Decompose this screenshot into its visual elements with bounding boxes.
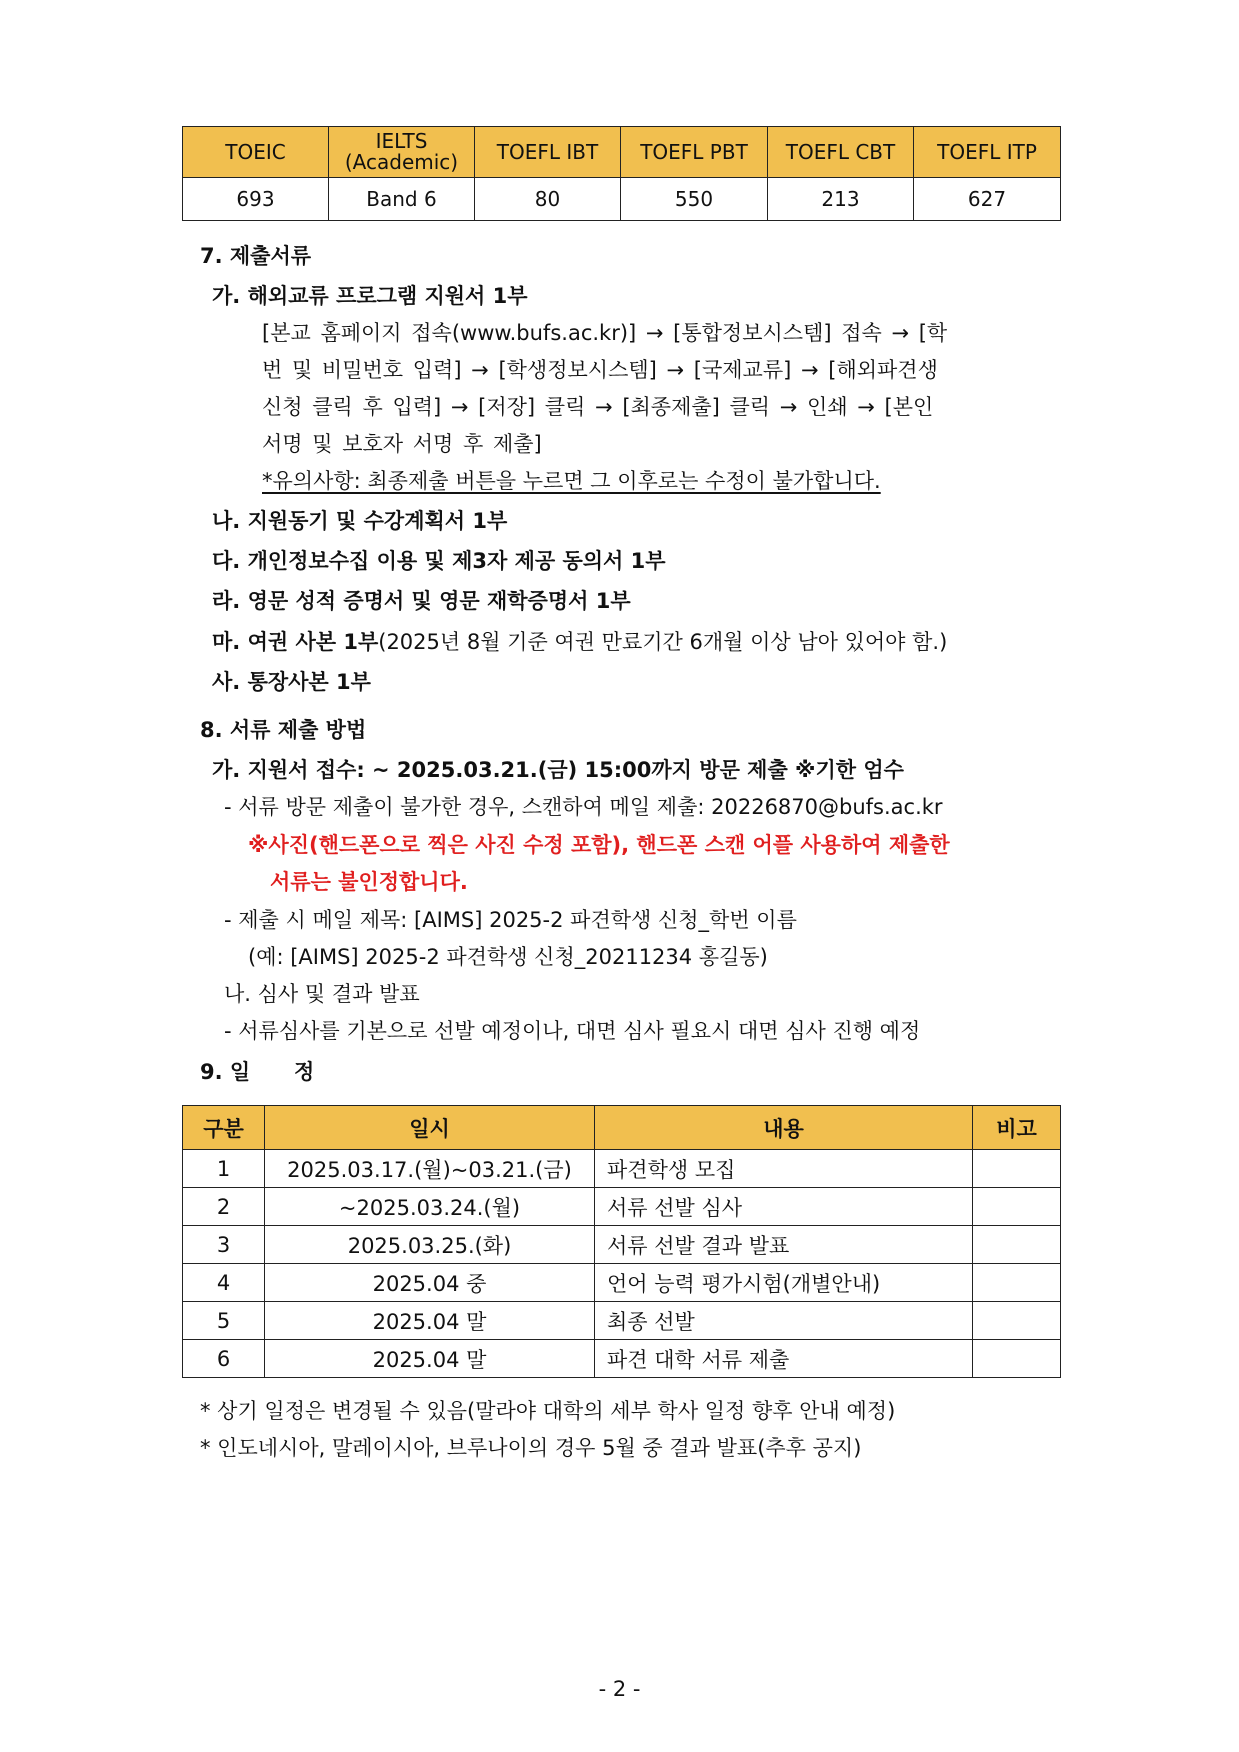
score-value-toefl-pbt: 550 — [621, 178, 768, 221]
section7-a-line-4: 서명 및 보호자 서명 후 제출] — [262, 432, 542, 456]
schedule-footnote-1: * 상기 일정은 변경될 수 있음(말라야 대학의 세부 학사 일정 향후 안내 예정) — [200, 1399, 896, 1423]
score-header-ielts-line1: IELTS — [375, 129, 428, 153]
section7-a-line-3: 신청 클릭 후 입력] → [저장] 클릭 → [최종제출] 클릭 → 인쇄 → [본인 — [262, 395, 934, 419]
section7-d: 라. 영문 성적 증명서 및 영문 재학증명서 1부 — [212, 589, 631, 613]
section8-title: 8. 서류 제출 방법 — [200, 718, 367, 742]
schedule-date: 2025.04 중 — [265, 1264, 595, 1302]
score-value-toefl-itp: 627 — [914, 178, 1061, 221]
score-header-ielts — [329, 127, 475, 178]
section9-title: 9. 일 정 — [200, 1060, 315, 1084]
score-header-toefl-itp: TOEFL ITP — [914, 127, 1061, 178]
section8-warning-1: ※사진(핸드폰으로 찍은 사진 수정 포함), 핸드폰 스캔 어플 사용하여 제출한 — [248, 833, 950, 857]
schedule-row — [183, 1264, 1061, 1302]
schedule-date: ~2025.03.24.(월) — [265, 1188, 595, 1226]
score-value-toefl-cbt: 213 — [768, 178, 914, 221]
score-header-toefl-cbt: TOEFL CBT — [768, 127, 914, 178]
schedule-note — [973, 1226, 1061, 1264]
section7-e — [212, 627, 947, 657]
section7-a-title: 가. 해외교류 프로그램 지원서 1부 — [212, 284, 528, 308]
schedule-date: 2025.04 말 — [265, 1302, 595, 1340]
schedule-header-content: 내용 — [595, 1106, 973, 1150]
schedule-date: 2025.04 말 — [265, 1340, 595, 1378]
section7-e-rest: (2025년 8월 기준 여권 만료기간 6개월 이상 남아 있어야 함.) — [378, 630, 948, 654]
score-table-row — [183, 178, 1061, 221]
section7-c: 다. 개인정보수집 이용 및 제3자 제공 동의서 1부 — [212, 549, 666, 573]
schedule-note — [973, 1264, 1061, 1302]
score-header-ielts-line2: (Academic) — [344, 150, 459, 174]
section8-warning-2: 서류는 불인정합니다. — [270, 870, 468, 894]
section8-b-title: 나. 심사 및 결과 발표 — [224, 982, 420, 1006]
schedule-content: 파견학생 모집 — [595, 1150, 973, 1188]
section8-a-line-2: - 제출 시 메일 제목: [AIMS] 2025-2 파견학생 신청_학번 이름 — [224, 908, 797, 932]
section8-a-title: 가. 지원서 접수: ~ 2025.03.21.(금) 15:00까지 방문 제출 ※기한 엄수 — [212, 758, 904, 782]
schedule-header-note: 비고 — [973, 1106, 1061, 1150]
score-value-ielts: Band 6 — [329, 178, 475, 221]
schedule-header-row — [183, 1106, 1061, 1150]
section7-e-bold: 마. 여권 사본 1부 — [212, 630, 379, 654]
schedule-header-date: 일시 — [265, 1106, 595, 1150]
section7-a-line-2: 번 및 비밀번호 입력] → [학생정보시스템] → [국제교류] → [해외파견생 — [262, 358, 938, 382]
section7-a-line-1: [본교 홈페이지 접속(www.bufs.ac.kr)] → [통합정보시스템] 접속 → [학 — [262, 321, 948, 345]
schedule-no: 6 — [183, 1340, 265, 1378]
schedule-note — [973, 1340, 1061, 1378]
page-number: - 2 - — [598, 1677, 641, 1701]
schedule-no: 2 — [183, 1188, 265, 1226]
schedule-row — [183, 1302, 1061, 1340]
schedule-no: 5 — [183, 1302, 265, 1340]
schedule-row — [183, 1340, 1061, 1378]
score-value-toefl-ibt: 80 — [475, 178, 621, 221]
schedule-note — [973, 1150, 1061, 1188]
section7-a-note: *유의사항: 최종제출 버튼을 누르면 그 이후로는 수정이 불가합니다. — [262, 469, 881, 493]
schedule-content: 파견 대학 서류 제출 — [595, 1340, 973, 1378]
schedule-note — [973, 1302, 1061, 1340]
schedule-footnote-2: * 인도네시아, 말레이시아, 브루나이의 경우 5월 중 결과 발표(추후 공지) — [200, 1436, 862, 1460]
schedule-no: 1 — [183, 1150, 265, 1188]
score-header-toefl-ibt: TOEFL IBT — [475, 127, 621, 178]
section8-b-line-1: - 서류심사를 기본으로 선발 예정이나, 대면 심사 필요시 대면 심사 진행 예정 — [224, 1019, 921, 1043]
schedule-no: 3 — [183, 1226, 265, 1264]
schedule-date: 2025.03.17.(월)~03.21.(금) — [265, 1150, 595, 1188]
score-value-toeic: 693 — [183, 178, 329, 221]
schedule-no: 4 — [183, 1264, 265, 1302]
section8-a-line-1: - 서류 방문 제출이 불가한 경우, 스캔하여 메일 제출: 20226870@bufs.ac.kr — [224, 795, 943, 819]
schedule-header-category: 구분 — [183, 1106, 265, 1150]
section7-b: 나. 지원동기 및 수강계획서 1부 — [212, 509, 508, 533]
schedule-row — [183, 1150, 1061, 1188]
section8-a-line-3: (예: [AIMS] 2025-2 파견학생 신청_20211234 홍길동) — [248, 945, 768, 969]
schedule-note — [973, 1188, 1061, 1226]
score-table-header-row — [183, 127, 1061, 178]
section7-f: 사. 통장사본 1부 — [212, 670, 371, 694]
schedule-content: 언어 능력 평가시험(개별안내) — [595, 1264, 973, 1302]
schedule-row — [183, 1188, 1061, 1226]
schedule-row — [183, 1226, 1061, 1264]
section7-title: 7. 제출서류 — [200, 244, 312, 268]
schedule-content: 서류 선발 결과 발표 — [595, 1226, 973, 1264]
schedule-date: 2025.03.25.(화) — [265, 1226, 595, 1264]
score-header-toeic: TOEIC — [183, 127, 329, 178]
schedule-table — [182, 1105, 1061, 1378]
schedule-content: 서류 선발 심사 — [595, 1188, 973, 1226]
score-table — [182, 126, 1061, 221]
schedule-content: 최종 선발 — [595, 1302, 973, 1340]
score-header-toefl-pbt: TOEFL PBT — [621, 127, 768, 178]
